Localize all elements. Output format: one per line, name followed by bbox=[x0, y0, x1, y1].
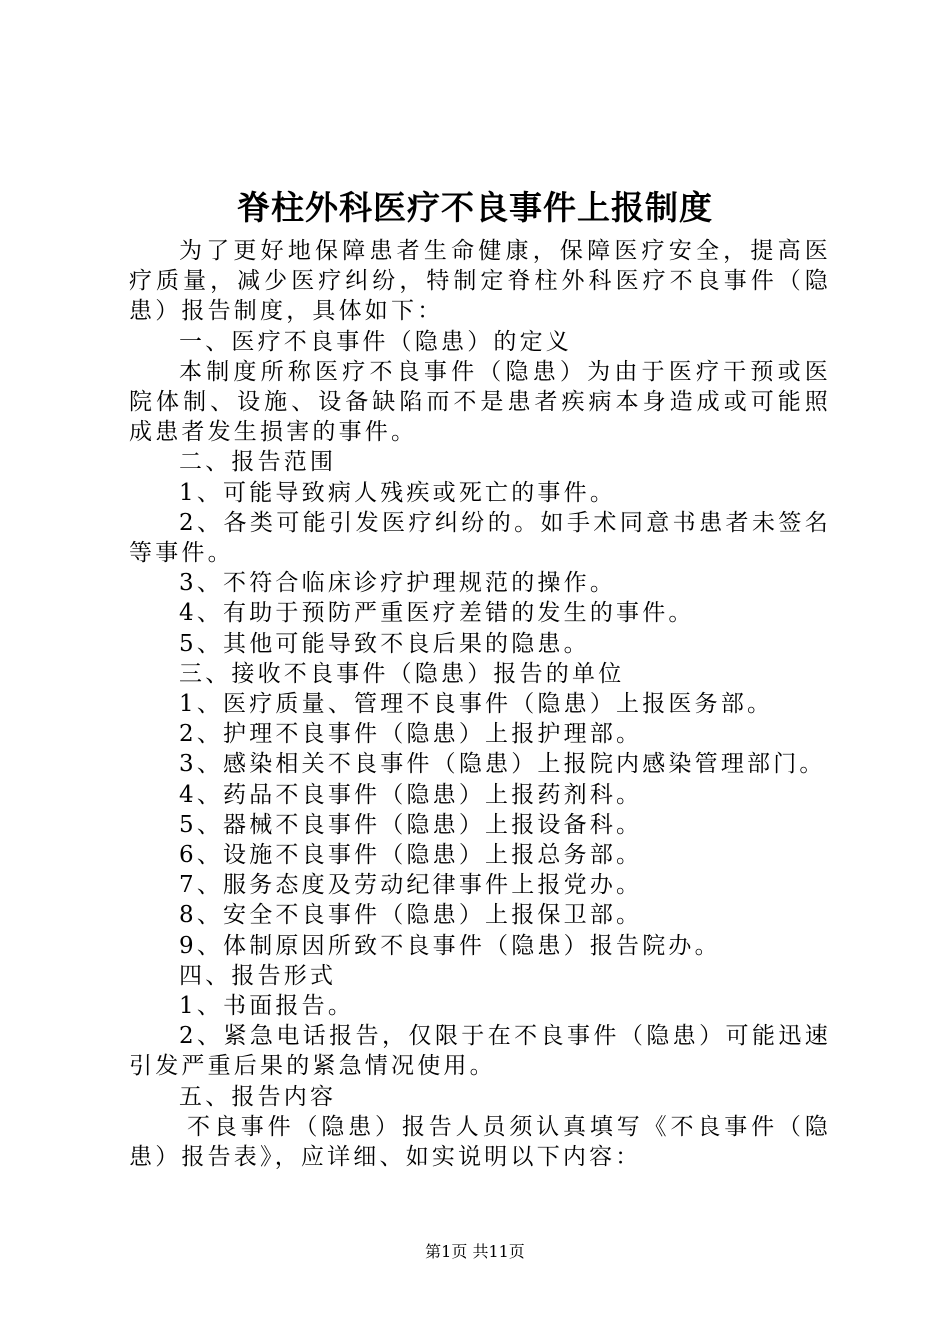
receiver-item: 3、感染相关不良事件（隐患）上报院内感染管理部门。 bbox=[179, 751, 826, 778]
section-heading-receivers: 三、接收不良事件（隐患）报告的单位 bbox=[179, 660, 625, 687]
receiver-item: 7、服务态度及劳动纪律事件上报党办。 bbox=[179, 872, 643, 899]
receiver-item: 2、护理不良事件（隐患）上报护理部。 bbox=[179, 721, 643, 748]
receiver-item: 9、体制原因所致不良事件（隐患）报告院办。 bbox=[179, 932, 721, 959]
receiver-item: 4、药品不良事件（隐患）上报药剂科。 bbox=[179, 781, 643, 808]
scope-item: 4、有助于预防严重医疗差错的发生的事件。 bbox=[179, 600, 695, 627]
section-heading-scope: 二、报告范围 bbox=[179, 449, 337, 476]
page-indicator: 第1页 共11页 bbox=[425, 1242, 525, 1261]
form-item: 2、紧急电话报告，仅限于在不良事件（隐患）可能迅速引发严重后果的紧急情况使用。 bbox=[129, 1023, 831, 1080]
receiver-item: 8、安全不良事件（隐患）上报保卫部。 bbox=[179, 902, 643, 929]
form-item: 1、书面报告。 bbox=[179, 993, 355, 1020]
receiver-item: 1、医疗质量、管理不良事件（隐患）上报医务部。 bbox=[179, 691, 774, 718]
section-heading-definition: 一、医疗不良事件（隐患）的定义 bbox=[179, 328, 572, 355]
section-heading-content: 五、报告内容 bbox=[179, 1083, 337, 1110]
receiver-item: 6、设施不良事件（隐患）上报总务部。 bbox=[179, 842, 643, 869]
section-heading-form: 四、报告形式 bbox=[179, 962, 337, 989]
scope-item: 3、不符合临床诊疗护理规范的操作。 bbox=[179, 570, 617, 597]
document-title: 脊柱外科医疗不良事件上报制度 bbox=[237, 188, 713, 227]
receiver-item: 5、器械不良事件（隐患）上报设备科。 bbox=[179, 811, 643, 838]
document-body bbox=[129, 236, 831, 1172]
scope-item: 2、各类可能引发医疗纠纷的。如手术同意书患者未签名等事件。 bbox=[129, 509, 831, 567]
content-paragraph: 不良事件（隐患）报告人员须认真填写《不良事件（隐患）报告表》，应详细、如实说明以下内容： bbox=[129, 1113, 831, 1171]
intro-paragraph: 为了更好地保障患者生命健康，保障医疗安全，提高医疗质量，减少医疗纠纷，特制定脊柱外科医疗不良事件（隐患）报告制度，具体如下： bbox=[129, 238, 831, 325]
scope-item: 1、可能导致病人残疾或死亡的事件。 bbox=[179, 479, 617, 506]
scope-item: 5、其他可能导致不良后果的隐患。 bbox=[179, 630, 590, 657]
definition-paragraph: 本制度所称医疗不良事件（隐患）为由于医疗干预或医院体制、设施、设备缺陷而不是患者疾病本身造成或可能照成患者发生损害的事件。 bbox=[129, 358, 831, 446]
